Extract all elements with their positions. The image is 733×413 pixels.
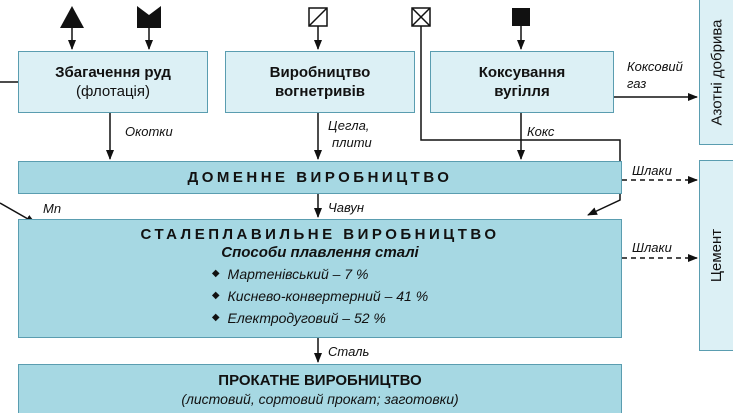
flow-label-koks: Кокс [527, 124, 555, 139]
refractory-line1: Виробництво [269, 64, 371, 81]
coking-box [430, 51, 614, 113]
flow-label-koksovyi-1: Коксовий [627, 59, 683, 74]
flow-label-mn: Mn [43, 201, 62, 216]
flow-label-shlaky-blast: Шлаки [632, 163, 672, 178]
fertilizer-label: Азотні добрива [708, 19, 725, 125]
flow-label-koksovyi-2: газ [627, 76, 647, 91]
ore-enrichment-box [18, 51, 208, 113]
rolling-title: ПРОКАТНЕ ВИРОБНИЦТВО [218, 371, 422, 389]
refractory-line2: вогнетривів [275, 83, 365, 100]
filled-triangle-icon [60, 6, 84, 28]
crossed-square-icon [412, 8, 430, 26]
steelmaking-box [18, 219, 622, 338]
flow-label-shlaky-steel: Шлаки [632, 240, 672, 255]
coking-line1: Коксування [478, 64, 566, 81]
method-label: Електродуговий – 52 % [227, 310, 386, 326]
steelmaking-methods-list [212, 263, 428, 329]
ore-enrichment-title: Збагачення руд [55, 64, 171, 81]
fertilizer-box [699, 0, 733, 145]
flow-label-tsegla-2: плити [332, 135, 372, 150]
steelmaking-method [212, 285, 428, 307]
blast-furnace-title: ДОМЕННЕ ВИРОБНИЦТВО [187, 169, 453, 186]
ore-enrichment-subtitle: (флотація) [75, 83, 151, 100]
filled-square-icon [512, 8, 530, 26]
diamond-bullet-icon: ◆ [211, 290, 220, 301]
blast-furnace-box [18, 161, 622, 194]
cement-box [699, 160, 733, 351]
flow-label-stal: Сталь [328, 344, 370, 359]
steelmaking-title: СТАЛЕПЛАВИЛЬНЕ ВИРОБНИЦТВО [140, 226, 500, 243]
flow-label-chavun: Чавун [328, 200, 364, 215]
cement-label: Цемент [708, 228, 725, 283]
method-label: Киснево-конвертерний – 41 % [227, 288, 429, 304]
coking-line2: вугілля [494, 83, 550, 100]
rolling-subtitle: (листовий, сортовий прокат; заготовки) [181, 390, 459, 407]
rolling-box [18, 364, 622, 413]
steelmaking-method [212, 307, 428, 329]
flow-label-okotky: Окотки [125, 124, 173, 139]
filled-bowtie-icon [137, 6, 161, 28]
method-label: Мартенівський – 7 % [227, 266, 369, 282]
diamond-bullet-icon: ◆ [211, 268, 220, 279]
refractory-box [225, 51, 415, 113]
diagonal-square-icon [309, 8, 327, 26]
steelmaking-subtitle: Способи плавлення сталі [221, 244, 419, 261]
flow-label-tsegla-1: Цегла, [328, 118, 370, 133]
diamond-bullet-icon: ◆ [211, 312, 220, 323]
steelmaking-method [212, 263, 428, 285]
